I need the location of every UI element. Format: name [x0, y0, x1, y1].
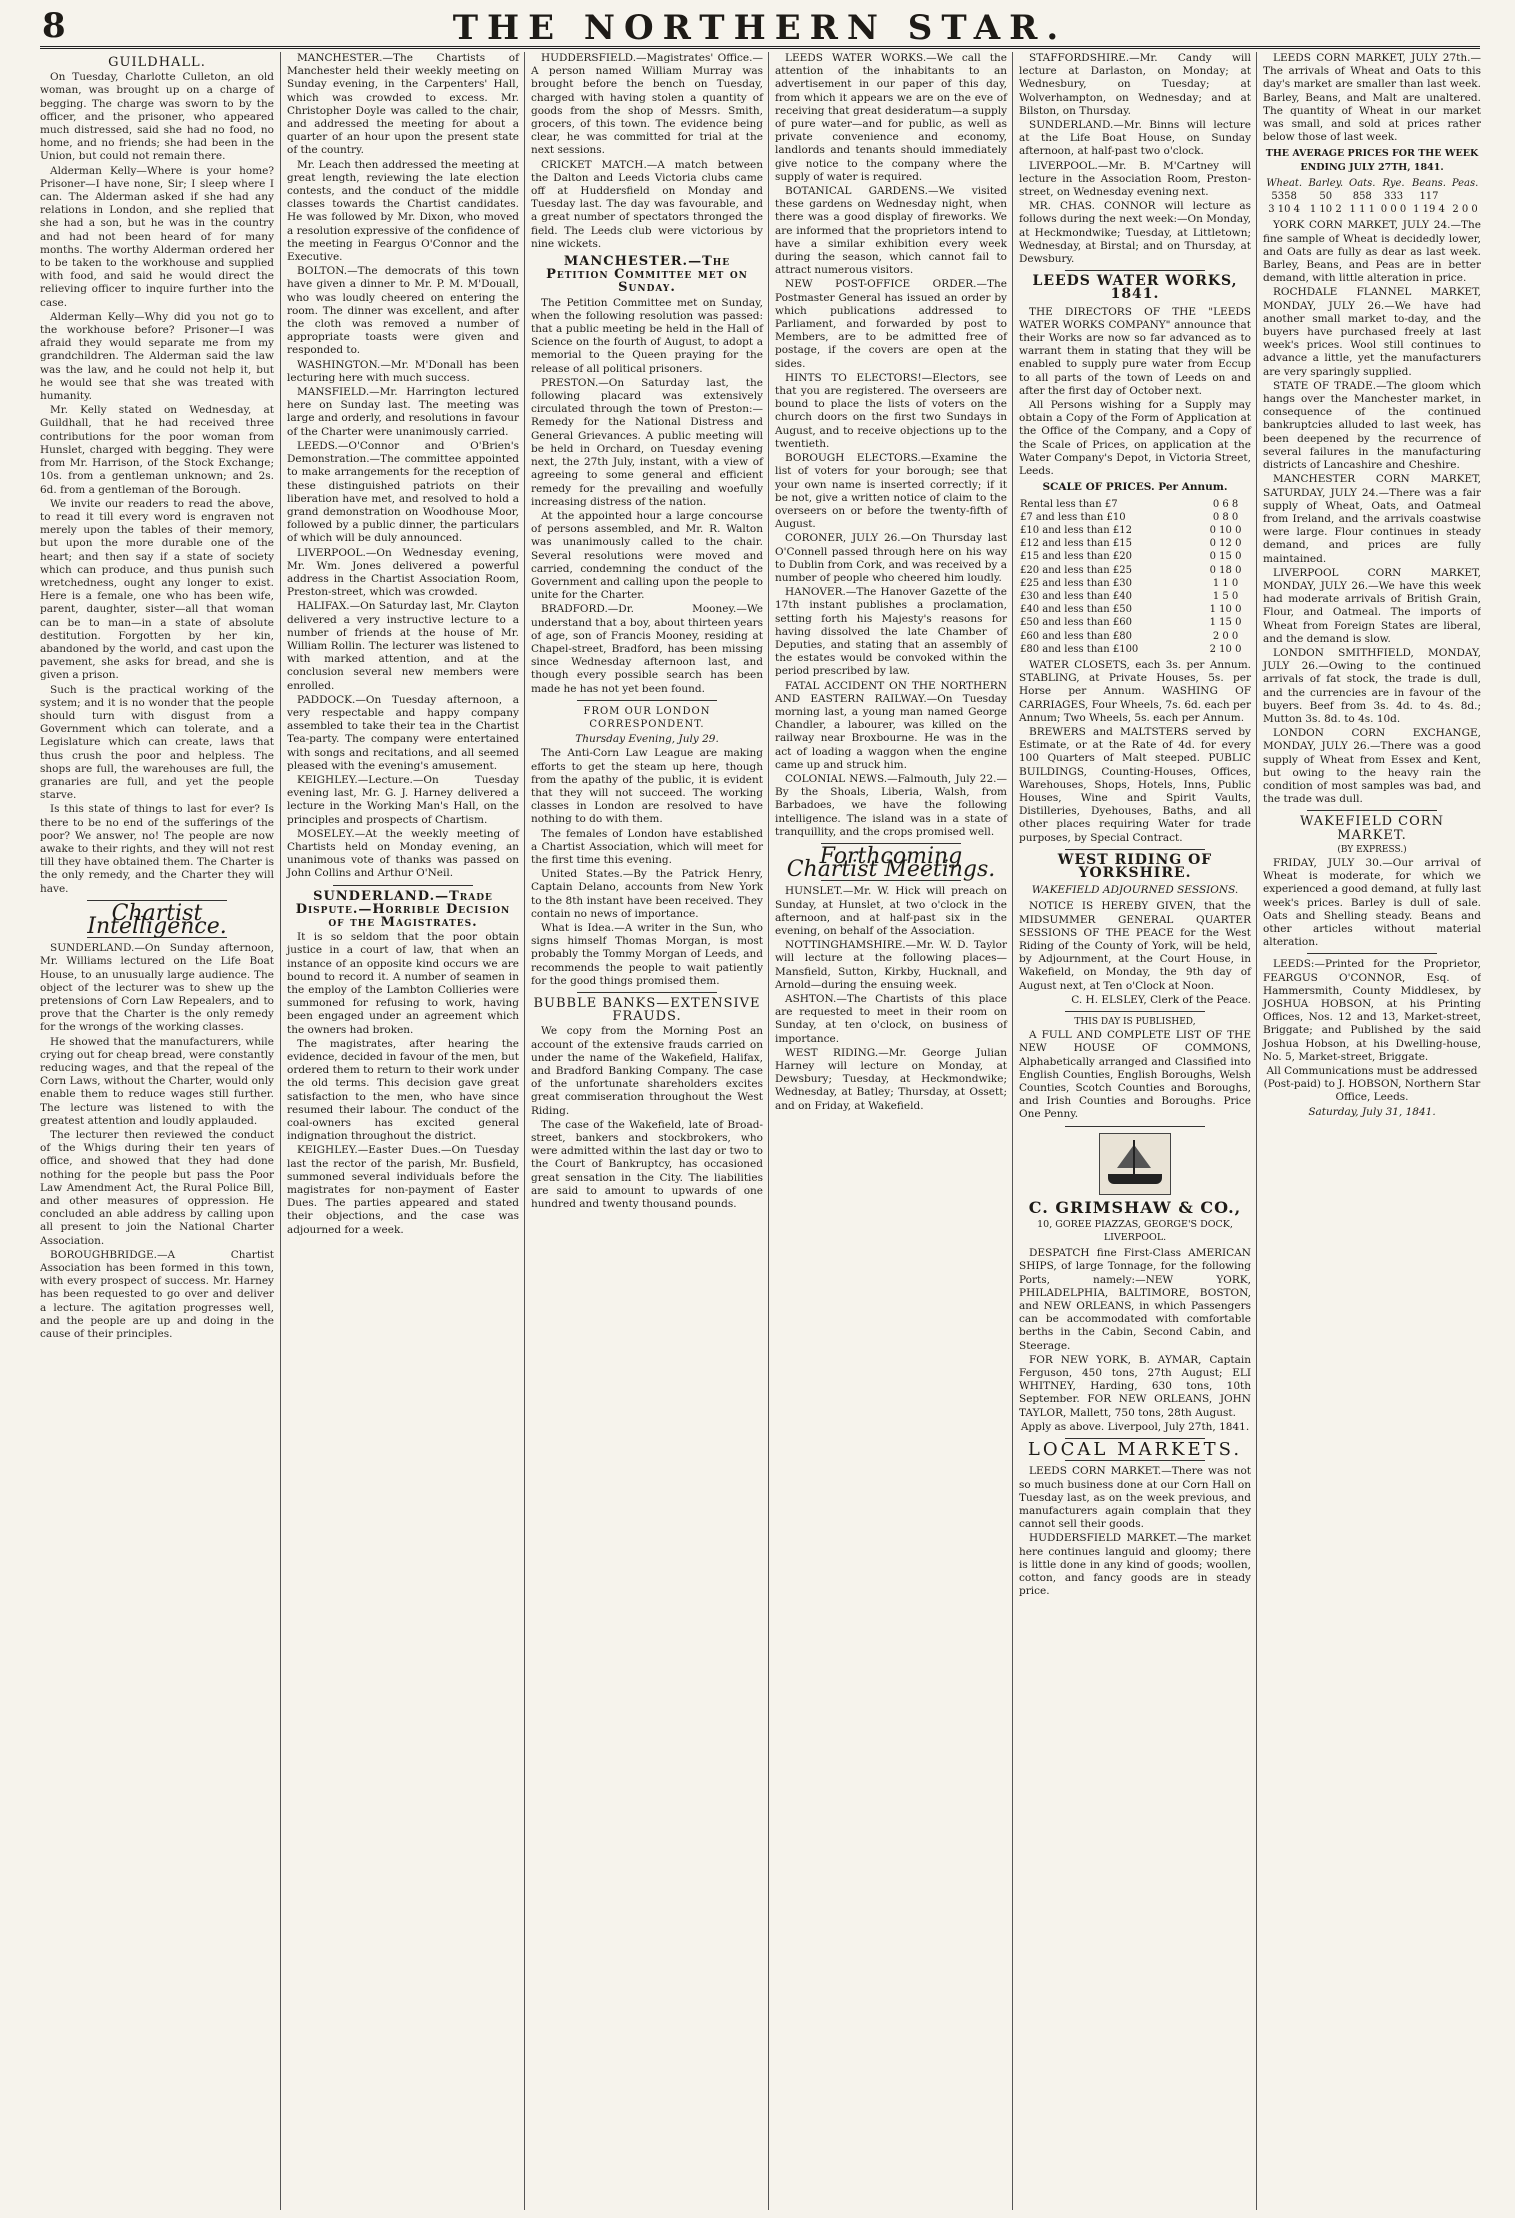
article-paragraph: MANCHESTER.—The Chartists of Manchester held their weekly meeting on Sunday evening, in the Carpenters' Hall, which was crowded to excess. Mr. Christopher Doyle was called to the chair, and addressed the meeting for about a quarter of an hour upon the present state of the country.: [287, 52, 519, 157]
article-paragraph: MR. CHAS. CONNOR will lecture as follows during the next week:—On Monday, at Heckmondwike; Tuesday, at Littletown; Wednesday, at Birstal; and on Thursday, at Dewsbury.: [1019, 200, 1251, 266]
article-paragraph: BOTANICAL GARDENS.—We visited these gardens on Wednesday night, when there was a good display of fireworks. We are informed that the proprietors intend to have a similar exhibition every week during the season, which cannot fail to attract numerous visitors.: [775, 185, 1007, 277]
ad-title: WEST RIDING OF YORKSHIRE.: [1057, 851, 1213, 881]
scale-rental: £20 and less than £25: [1020, 564, 1132, 576]
date-line: Saturday, July 31, 1841.: [1308, 1105, 1436, 1118]
divider: [577, 992, 716, 993]
scale-price: 1 10 0: [1209, 604, 1242, 616]
article-paragraph: ASHTON.—The Chartists of this place are requested to meet in their room on Sunday, at ten o'clock, on business of importance.: [775, 993, 1007, 1045]
article-paragraph: SUNDERLAND.—Mr. Binns will lecture at the Life Boat House, on Sunday afternoon, at half-past two o'clock.: [1019, 119, 1251, 158]
article-paragraph: LEEDS.—O'Connor and O'Brien's Demonstration.—The committee appointed to make arrangements for the reception of these distinguished patriots on their liberation have met, and resolved to hold a grand demonstration on Woodhouse Moor, followed by a public dinner, the particulars of which will be duly announced.: [287, 439, 519, 545]
column-6: [1256, 52, 1481, 2210]
grain-quarters: [1449, 190, 1481, 203]
scale-rental: £50 and less than £60: [1020, 617, 1132, 629]
article-paragraph: The lecturer then reviewed the conduct of the Whigs during their ten years of office, and showed that they had done nothing for the people but pass the Poor Law Amendment Act, the Rural Police Bill, and other measures of oppression. He concluded an able address by calling upon all present to join the National Charter Association.: [40, 1129, 274, 1247]
article-paragraph: WASHINGTON.—Mr. M'Donall has been lecturing here with much success.: [287, 358, 519, 384]
grain-price: 0 0 0: [1380, 204, 1407, 216]
grain-header: Barley.: [1308, 177, 1344, 189]
scale-rental: £40 and less than £50: [1020, 604, 1132, 616]
article-paragraph: It is so seldom that the poor obtain justice in a court of law, that when an instance of an opposite kind occurs we are bound to record it. A number of seamen in the employ of the Lambton Collieries were summoned for refusing to work, having been engaged under an agreement which the owners had broken.: [287, 931, 519, 1036]
article-paragraph: LONDON CORN EXCHANGE, MONDAY, JULY 26.—There was a good supply of Wheat from Essex and Kent, but owing to the heavy rain the condition of most samples was bad, and the trade was dull.: [1263, 727, 1481, 806]
water-works-advertisement: [1019, 275, 1251, 845]
address-notice: All Communications must be addressed (Post-paid) to J. HOBSON, Northern Star Office, Leeds.: [1263, 1065, 1481, 1104]
grain-header: Wheat.: [1266, 177, 1303, 189]
article-paragraph: MANCHESTER CORN MARKET, SATURDAY, JULY 24.—There was a fair supply of Wheat, Oats, and Oatmeal from Ireland, and the arrivals coastwise were large. Flour continues in steady demand, and prices are fully maintained.: [1263, 473, 1481, 565]
scale-rental: £7 and less than £10: [1020, 511, 1126, 523]
article-paragraph: LEEDS CORN MARKET, JULY 27th.—The arrivals of Wheat and Oats to this day's market are smaller than last week. Barley, Beans, and Malt are unaltered. The quantity of Wheat in our market was small, and sold at prices rather below those of last week.: [1263, 52, 1481, 144]
grain-quarters: 333: [1383, 191, 1404, 203]
scale-row: [1019, 616, 1251, 629]
article-paragraph: Alderman Kelly—Why did you not go to the workhouse before? Prisoner—I was afraid they would separate me from my grandchildren. The Alderman said the law was the law, and he could not help it, but he would see that she was treated with humanity.: [40, 310, 274, 403]
article-paragraph: NOTTINGHAMSHIRE.—Mr. W. D. Taylor will lecture at the following places—Mansfield, Sutton, Kirkby, Hucknall, and Arnold—during the ensuing week.: [775, 939, 1007, 991]
ad-paragraph: Apply as above. Liverpool, July 27th, 1841.: [1020, 1420, 1250, 1433]
article-paragraph: Such is the practical working of the system; and it is no wonder that the people should turn with disgust from a Government which can tolerate, and a Legislature which can create, laws that thus crush the poor and helpless. The shops are full, the warehouses are full, the granaries are full, and yet the people starve.: [40, 683, 274, 802]
article-paragraph: HUDDERSFIELD.—Magistrates' Office.—A person named William Murray was brought before the bench on Tuesday, charged with having stolen a quantity of goods from the shop of Messrs. Smith, grocers, of this town. The evidence being clear, he was committed for trial at the next sessions.: [531, 52, 763, 157]
scale-price: 0 6 8: [1212, 498, 1239, 510]
columns: [40, 52, 1480, 2210]
divider: [1065, 1126, 1204, 1127]
scale-rental: £15 and less than £20: [1020, 551, 1132, 563]
grain-header: Beans.: [1412, 177, 1446, 189]
divider: [1065, 849, 1204, 850]
scale-title: SCALE OF PRICES. Per Annum.: [1042, 481, 1228, 494]
ad-title: C. GRIMSHAW & CO.,: [1028, 1197, 1242, 1217]
grain-price: 1 19 4: [1413, 204, 1445, 216]
scale-row: [1019, 630, 1251, 643]
scale-rental: Rental less than £7: [1020, 498, 1118, 510]
article-paragraph: LONDON SMITHFIELD, MONDAY, JULY 26.—Owing to the continued arrivals of fat stock, the trade is dull, and the currencies are in favour of the buyers. Beef from 3s. 4d. to 4s. 8d.; Mutton 3s. 8d. to 4s. 10d.: [1263, 646, 1481, 725]
scale-rental: £12 and less than £15: [1020, 538, 1132, 550]
article-paragraph: FRIDAY, JULY 30.—Our arrival of Wheat is moderate, for which we experienced a good demand, at fully last week's prices. Barley is dull of sale. Oats and Shelling steady. Beans and other articles without material alteration.: [1263, 856, 1481, 949]
scale-row: [1019, 498, 1251, 511]
scale-price: 2 10 0: [1209, 643, 1242, 655]
article-paragraph: The Petition Committee met on Sunday, when the following resolution was passed: that a public meeting be held in the Hall of Science on the fourth of August, to adopt a memorial to the Queen praying for the release of all political prisoners.: [531, 296, 763, 375]
article-paragraph: The Anti-Corn Law League are making efforts to get the steam up here, though from the apathy of the public, it is evident that they will not succeed. The working classes in London are resolved to have nothing to do with them.: [531, 747, 763, 826]
page-number: 8: [42, 6, 66, 46]
column-5: [1012, 52, 1257, 2210]
scale-of-prices-table: [1019, 498, 1251, 656]
imprint: LEEDS:—Printed for the Proprietor, FEARGUS O'CONNOR, Esq. of Hammersmith, County Middlesex, by JOSHUA HOBSON, at his Printing Offices, Nos. 12 and 13, Market-street, Briggate; and Published by the said Joshua Hobson, at his Dwelling-house, No. 5, Market-street, Briggate.: [1263, 958, 1481, 1063]
grain-header: Rye.: [1382, 177, 1405, 189]
section-wakefield-corn: WAKEFIELD CORN MARKET.: [1300, 814, 1444, 843]
scale-row: [1019, 603, 1251, 616]
scale-rental: £25 and less than £30: [1020, 577, 1132, 589]
ad-paragraph: A FULL AND COMPLETE LIST OF THE NEW HOUSE OF COMMONS, Alphabetically arranged and Classified into English Counties, English Boroughs, Welsh Counties, Scotch Counties and Boroughs, and Irish Counties and Boroughs. Price One Penny.: [1019, 1029, 1251, 1121]
grain-price: 1 10 2: [1309, 204, 1342, 216]
article-paragraph: COLONIAL NEWS.—Falmouth, July 22.—By the Shoals, Liberia, Walsh, from Barbadoes, we have the following intelligence. The island was in a state of tranquillity, and the crops promised well.: [775, 772, 1007, 838]
section-bubble-banks: BUBBLE BANKS—EXTENSIVE FRAUDS.: [533, 996, 761, 1025]
ad-paragraph: DESPATCH fine First-Class AMERICAN SHIPS, of large Tonnage, for the following Ports, namely:—NEW YORK, PHILADELPHIA, BALTIMORE, BOSTON, and NEW ORLEANS, in which Passengers can be accommodated with comfortable berths in the Cabin, Second Cabin, and Steerage.: [1019, 1247, 1251, 1352]
scale-price: 0 12 0: [1209, 538, 1242, 550]
article-paragraph: PADDOCK.—On Tuesday afternoon, a very respectable and happy company assembled to take their tea in the Chartist Tea-party. The company were entertained with songs and recitations, and all seemed pleased with the evening's amusement.: [287, 693, 519, 772]
ad-title: LEEDS WATER WORKS, 1841.: [1032, 273, 1238, 303]
scale-price: 0 15 0: [1209, 551, 1242, 563]
grain-header: Peas.: [1451, 177, 1479, 189]
article-paragraph: On Tuesday, Charlotte Culleton, an old woman, was brought up on a charge of begging. The charge was sworn to by the officer, and the prisoner, who appeared much distressed, said she had no food, no home, and no friends; she had been in the Union, but could not remain there.: [40, 71, 274, 163]
ad-address: 10, GOREE PIAZZAS, GEORGE'S DOCK, LIVERPOOL.: [1037, 1218, 1233, 1244]
divider: [1065, 1460, 1204, 1461]
section-guildhall: GUILDHALL.: [108, 55, 206, 70]
scale-price: 0 8 0: [1212, 511, 1239, 523]
article-paragraph: BOROUGH ELECTORS.—Examine the list of voters for your borough; see that your own name is inserted correctly; if it be not, give a written notice of claim to the overseers on or before the twenty-fifth of August.: [775, 452, 1007, 531]
article-paragraph: LEEDS WATER WORKS.—We call the attention of the inhabitants to an advertisement in our paper of this day, from which it appears we are on the eve of receiving that great desideratum—a supply of pure water—and for public, as well as private convenience and economy, landlords and tenants should immediately give notice to the company where the supply of water is required.: [775, 52, 1007, 183]
ship-icon: [1099, 1133, 1171, 1195]
scale-price: 1 1 0: [1212, 577, 1239, 589]
ad-paragraph: All Persons wishing for a Supply may obtain a Copy of the Form of Application at the Office of the Company, and a Copy of the Scale of Prices, on application at the Water Company's Depot, in Victoria Street, Leeds.: [1019, 399, 1251, 478]
article-paragraph: HANOVER.—The Hanover Gazette of the 17th instant publishes a proclamation, setting forth his Majesty's reasons for having dissolved the late Chamber of Deputies, and stating that an assembly of the estates would be convoked within the period prescribed by law.: [775, 586, 1007, 678]
local-markets-heading: LOCAL MARKETS.: [1027, 1439, 1243, 1461]
grain-quarters: 5358: [1271, 191, 1297, 203]
article-paragraph: At the appointed hour a large concourse of persons assembled, and Mr. R. Walton was unanimously called to the chair. Several resolutions were moved and carried, condemning the conduct of the Government and calling upon the people to unite for the Charter.: [531, 509, 763, 602]
shipping-advertisement: [1019, 1133, 1251, 1434]
grain-header: Oats.: [1349, 177, 1376, 189]
article-paragraph: LIVERPOOL.—On Wednesday evening, Mr. Wm. Jones delivered a powerful address in the Chartist Association Room, Preston-street, which was crowded.: [287, 546, 519, 599]
scale-row: [1019, 550, 1251, 563]
ad-subtitle: WAKEFIELD ADJOURNED SESSIONS.: [1031, 884, 1239, 897]
ad-paragraph: BREWERS and MALTSTERS served by Estimate, or at the Rate of 4d. for every 100 Quarters of Malt steeped. PUBLIC BUILDINGS, Counting-Houses, Offices, Warehouses, Shops, Hotels, Inns, Public Houses, Wine and Spirit Vaults, Distilleries, Dyehouses, Baths, and all other places requiring Water for trade purposes, by Special Contract.: [1019, 725, 1251, 844]
article-paragraph: YORK CORN MARKET, JULY 24.—The fine sample of Wheat is decidedly lower, and Oats are fully as dear as last week. Barley, Beans, and Peas are in better demand, with little alteration in price.: [1263, 219, 1481, 285]
article-paragraph: Mr. Leach then addressed the meeting at great length, reviewing the late election contests, and the conduct of the middle classes towards the Chartist candidates. He was followed by Mr. Dixon, who moved a resolution expressive of the confidence of the meeting in Feargus O'Connor and the Executive.: [287, 158, 519, 264]
scale-row: [1019, 590, 1251, 603]
grain-price: 2 0 0: [1452, 204, 1478, 216]
article-paragraph: The case of the Wakefield, late of Broad-street, bankers and stockbrokers, who were admitted within the last day or two to the Court of Bankruptcy, has occasioned great sensation in the City. The liabilities are said to amount to upwards of one hundred and twenty thousand pounds.: [531, 1118, 763, 1211]
article-paragraph: Alderman Kelly—Where is your home? Prisoner—I have none, Sir; I sleep where I can. The Alderman asked if she had any relations in London, and she replied that she had a son, but he was in the country and had not been heard of for many months. The worthy Alderman ordered her to be taken to the workhouse and supplied with food, and said he would direct the relieving officer to inquire further into the case.: [40, 164, 274, 309]
article-paragraph: The females of London have established a Chartist Association, which will meet for the first time this evening.: [531, 827, 763, 866]
sessions-advertisement: [1019, 851, 1251, 1007]
scale-row: [1019, 537, 1251, 550]
scale-row: [1019, 511, 1251, 524]
article-paragraph: BOROUGHBRIDGE.—A Chartist Association has been formed in this town, with every prospect of success. Mr. Harney has been requested to go over and deliver a lecture. The agitation progresses well, and the people are up and doing in the cause of their principles.: [40, 1248, 274, 1341]
chartist-intelligence-heading: Chartist Intelligence.: [87, 900, 227, 939]
article-paragraph: CRICKET MATCH.—A match between the Dalton and Leeds Victoria clubs came off at Huddersfield on Monday and Tuesday last. The day was favourable, and a great number of spectators thronged the field. The Leeds club were victorious by nine wickets.: [531, 158, 763, 250]
grain-price: 1 1 1: [1349, 204, 1375, 216]
article-paragraph: STATE OF TRADE.—The gloom which hangs over the Manchester market, in consequence of the continued bankruptcies alluded to last week, has been deepened by the recurrence of several failures in the manufacturing districts of Lancashire and Cheshire.: [1263, 379, 1481, 472]
article-paragraph: KEIGHLEY.—Lecture.—On Tuesday evening last, Mr. G. J. Harney delivered a lecture in the Working Man's Hall, on the principles and prospects of Chartism.: [287, 773, 519, 826]
scale-row: [1019, 564, 1251, 577]
column-1: [40, 52, 280, 2210]
article-paragraph: Is this state of things to last for ever? Is there to be no end of the sufferings of the poor? We answer, no! The people are now awake to their rights, and they will not rest till they have obtained them. The Charter is the only remedy, and the Charter they will have.: [40, 803, 274, 895]
article-paragraph: The magistrates, after hearing the evidence, decided in favour of the men, but ordered them to return to their work under the old terms. This decision gave great satisfaction to the men, who have since resumed their labour. The conduct of the coal-owners has excited general indignation throughout the district.: [287, 1037, 519, 1143]
article-paragraph: MOSELEY.—At the weekly meeting of Chartists held on Monday evening, an unanimous vote of thanks was passed on John Collins and Arthur O'Neil.: [287, 827, 519, 880]
article-paragraph: SUNDERLAND.—On Sunday afternoon, Mr. Williams lectured on the Life Boat House, to an unusually large audience. The object of the lecturer was to shew up the pretensions of Corn Law Repealers, and to prove that the Charter is the only remedy for the wrongs of the working classes.: [40, 942, 274, 1034]
divider: [1307, 810, 1438, 811]
article-paragraph: Mr. Kelly stated on Wednesday, at Guildhall, that he had received three contributions for the poor woman from Hunslet, charged with begging. They were from Mr. Harrison, of the Stock Exchange; 10s. from a gentleman unknown; and 2s. 6d. from a gentleman of the Borough.: [40, 404, 274, 496]
average-prices-table: [1263, 177, 1481, 217]
article-paragraph: BRADFORD.—Dr. Mooney.—We understand that a boy, about thirteen years of age, son of Francis Mooney, residing at Chapel-street, Bradford, has been missing since Wednesday afternoon last, and though every possible search has been made he has not yet been found.: [531, 603, 763, 695]
section-manchester-petition: MANCHESTER.—The Petition Committee met on Sunday.: [546, 254, 748, 296]
article-paragraph: LIVERPOOL.—Mr. B. M'Cartney will lecture in the Association Room, Preston-street, on Wednesday evening next.: [1019, 159, 1251, 199]
article-paragraph: He showed that the manufacturers, while crying out for cheap bread, were constantly reducing wages, and that the repeal of the Corn Laws, without the Charter, would only enable them to reduce wages still further. The lecture was listened to with the greatest attention and loudly applauded.: [40, 1035, 274, 1127]
article-paragraph: MANSFIELD.—Mr. Harrington lectured here on Sunday last. The meeting was large and orderly, and resolutions in favour of the Charter were unanimously carried.: [287, 386, 519, 438]
ad-paragraph: THE DIRECTORS OF THE "LEEDS WATER WORKS COMPANY" announce that their Works are now so far advanced as to warrant them in stating that they will be enabled to supply pure water from Eccup to all parts of the town of Leeds on and after the first day of October next.: [1019, 305, 1251, 397]
article-paragraph: United States.—By the Patrick Henry, Captain Delano, accounts from New York to the 8th instant have been received. They contain no news of importance.: [531, 868, 763, 920]
commons-list-advertisement: [1019, 1016, 1251, 1122]
article-paragraph: NEW POST-OFFICE ORDER.—The Postmaster General has issued an order by which publications addressed to Parliament, and forwarded by post to Members, are to be admitted free of postage, if the covers are open at the sides.: [775, 278, 1007, 370]
divider: [1065, 1011, 1204, 1012]
scale-rental: £10 and less than £12: [1020, 524, 1132, 536]
divider: [577, 700, 716, 701]
grain-price: 3 10 4: [1268, 204, 1301, 216]
scale-row: [1019, 577, 1251, 590]
grain-quarters: 117: [1419, 191, 1439, 203]
article-paragraph: We invite our readers to read the above, to read it till every word is engraven not merely upon the tables of their memory, but upon the more durable one of the heart; and then say if a state of society which can produce, and thus punish such wretchedness, ought any longer to exist. Here is a female, one who has been wife, parent, daughter, sister—all that woman can be to man—in a state of absolute destitution. Forgotten by her kin, abandoned by the world, and cast upon the pavement, she asks for bread, and she is given a prison.: [40, 497, 274, 682]
section-london-correspondent: FROM OUR LONDON CORRESPONDENT.: [583, 705, 711, 730]
article-paragraph: What is Idea.—A writer in the Sun, who signs himself Thomas Morgan, is most probably the Tommy Morgan of Leeds, and recommends the people to wait patiently for the good things promised them.: [531, 922, 763, 987]
scale-rental: £80 and less than £100: [1020, 643, 1139, 655]
scale-row: [1019, 643, 1251, 656]
divider: [1065, 270, 1204, 271]
scale-price: 1 5 0: [1212, 590, 1239, 602]
article-paragraph: KEIGHLEY.—Easter Dues.—On Tuesday last the rector of the parish, Mr. Busfield, summoned several individuals before the magistrates for non-payment of Easter Dues. The parties appeared and stated their objections, and the case was adjourned for a week.: [287, 1144, 519, 1236]
scale-row: [1019, 524, 1251, 537]
forthcoming-meetings-heading: Forthcoming Chartist Meetings.: [786, 843, 996, 883]
article-paragraph: HINTS TO ELECTORS!—Electors, see that you are registered. The overseers are bound to place the lists of voters on the church doors on the first two Sundays in August, and to receive objections up to the twentieth.: [775, 371, 1007, 450]
express-note: (BY EXPRESS.): [1337, 844, 1407, 855]
scale-price: 0 10 0: [1209, 524, 1242, 536]
article-paragraph: CORONER, JULY 26.—On Thursday last O'Connell passed through here on his way to Dublin from Cork, and was received by a number of people who cheered him loudly.: [775, 532, 1007, 584]
column-4: [768, 52, 1013, 2210]
ad-signature: C. H. ELSLEY, Clerk of the Peace.: [1071, 993, 1251, 1006]
article-paragraph: WEST RIDING.—Mr. George Julian Harney will lecture on Monday, at Dewsbury; Tuesday, at Heckmondwike; Wednesday, at Batley; Thursday, at Ossett; and on Friday, at Wakefield.: [775, 1046, 1007, 1112]
section-sunderland-trade-dispute: SUNDERLAND.—Trade Dispute.—Horrible Decision of the Magistrates.: [295, 888, 511, 930]
article-paragraph: BOLTON.—The democrats of this town have given a dinner to Mr. P. M. M'Douall, who was loudly cheered on entering the room. The dinner was excellent, and after the cloth was removed a number of appropriate toasts were given and responded to.: [287, 265, 519, 357]
dateline: Thursday Evening, July 29.: [575, 733, 719, 746]
scale-rental: £60 and less than £80: [1020, 630, 1132, 642]
article-paragraph: FATAL ACCIDENT ON THE NORTHERN AND EASTERN RAILWAY.—On Tuesday morning last, a young man named George Chandler, a labourer, was killed on the railway near Broxbourne. He was in the act of loading a waggon when the engine came up and struck him.: [775, 679, 1007, 771]
divider: [333, 885, 472, 886]
article-paragraph: PRESTON.—On Saturday last, the following placard was extensively circulated through the town of Preston:—Remedy for the National Distress and General Grievances. A public meeting will be held in Orchard, on Tuesday evening next, the 27th July, instant, with a view of agreeing to some general and efficient remedy for the prevailing and woefully increasing distress of the nation.: [531, 376, 763, 508]
article-paragraph: HUDDERSFIELD MARKET.—The market here continues languid and gloomy; there is little done in any kind of goods; woollen, cotton, and fancy goods are in steady price.: [1019, 1532, 1251, 1598]
scale-price: 1 15 0: [1209, 617, 1242, 629]
newspaper-title: THE NORTHERN STAR.: [452, 8, 1068, 48]
ad-title: THIS DAY IS PUBLISHED,: [1074, 1017, 1196, 1028]
article-paragraph: ROCHDALE FLANNEL MARKET, MONDAY, JULY 26.—We have had another small market to-day, and the buyers have purchased freely at last week's prices. Wool still continues to advance a little, yet the manufacturers are very sparingly supplied.: [1263, 286, 1481, 378]
ad-paragraph: WATER CLOSETS, each 3s. per Annum. STABLING, at Private Houses, 5s. per Horse per Annum. WASHING OF CARRIAGES, Four Wheels, 7s. 6d. each per Annum; Two Wheels, 5s. each per Annum.: [1019, 658, 1251, 724]
article-paragraph: We copy from the Morning Post an account of the extensive frauds carried on under the name of the Wakefield, Halifax, and Bradford Banking Company. The case of the unfortunate shareholders excites great commiseration throughout the West Riding.: [531, 1025, 763, 1117]
grain-quarters: 858: [1352, 191, 1372, 203]
article-paragraph: HALIFAX.—On Saturday last, Mr. Clayton delivered a very instructive lecture to a number of friends at the house of Mr. William Rollin. The lecturer was listened to with marked attention, and at the conclusion several new members were enrolled.: [287, 600, 519, 692]
ad-paragraph: FOR NEW YORK, B. AYMAR, Captain Ferguson, 450 tons, 27th August; ELI WHITNEY, Harding, 630 tons, 10th September. FOR NEW ORLEANS, JOHN TAYLOR, Mallett, 750 tons, 28th August.: [1019, 1353, 1251, 1419]
scale-price: 2 0 0: [1212, 630, 1239, 642]
article-paragraph: LEEDS CORN MARKET.—There was not so much business done at our Corn Hall on Tuesday last, as on the week previous, and manufacturers again complain that they cannot sell their goods.: [1019, 1465, 1251, 1531]
article-paragraph: HUNSLET.—Mr. W. Hick will preach on Sunday, at Hunslet, at two o'clock in the afternoon, and at half-past six in the evening, on behalf of the Association.: [775, 885, 1007, 937]
divider: [1307, 953, 1438, 954]
column-2: [280, 52, 525, 2210]
scale-rental: £30 and less than £40: [1020, 590, 1132, 602]
average-prices-title: THE AVERAGE PRICES FOR THE WEEK ENDING JULY 27TH, 1841.: [1265, 148, 1479, 173]
ad-paragraph: NOTICE IS HEREBY GIVEN, that the MIDSUMMER GENERAL QUARTER SESSIONS OF THE PEACE for the West Riding of the County of York, will be held, by Adjournment, at the Court House, in Wakefield, on Monday, the 9th day of August next, at Ten o'Clock at Noon.: [1019, 900, 1251, 992]
scale-price: 0 18 0: [1209, 564, 1242, 576]
masthead: [40, 6, 1480, 49]
article-paragraph: STAFFORDSHIRE.—Mr. Candy will lecture at Darlaston, on Monday; at Wednesbury, on Tuesday; at Wolverhampton, on Wednesday; and at Bilston, on Thursday.: [1019, 52, 1251, 117]
column-3: [524, 52, 769, 2210]
article-paragraph: LIVERPOOL CORN MARKET, MONDAY, JULY 26.—We have this week had moderate arrivals of British Grain, Flour, and Oatmeal. The imports of Wheat from Foreign States are liberal, and the demand is slow.: [1263, 566, 1481, 645]
grain-quarters: 50: [1319, 191, 1333, 203]
